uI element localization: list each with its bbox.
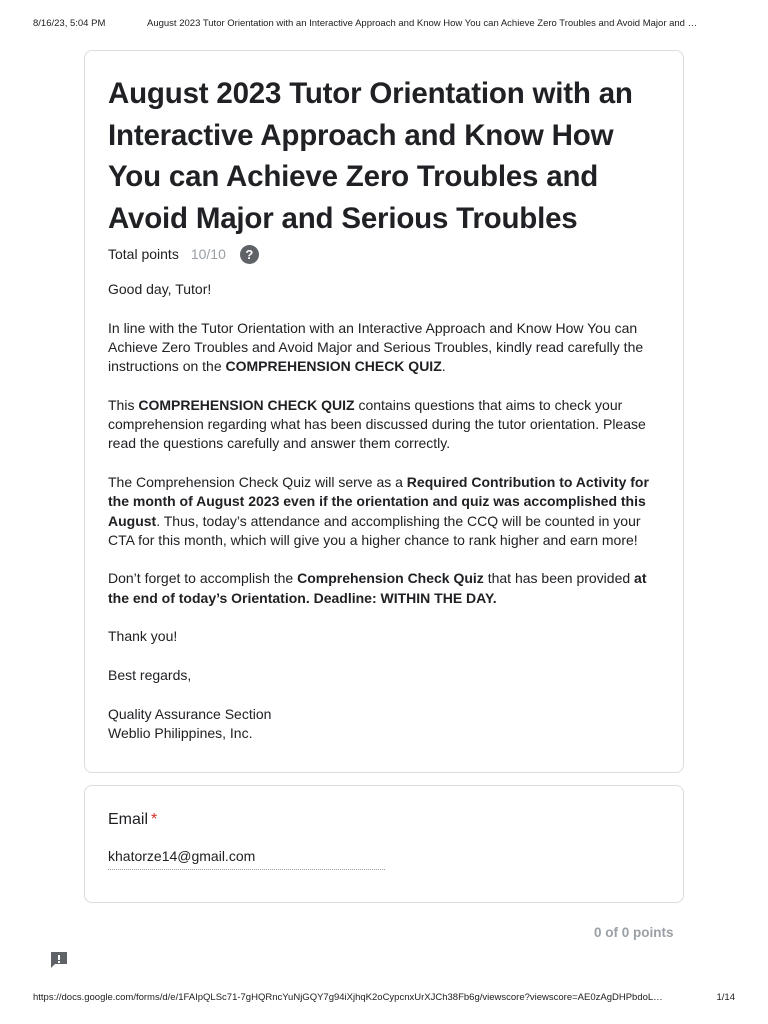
form-title: August 2023 Tutor Orientation with an Interactive Approach and Know How You can Achieve Zero Troubles and Avoid Major and Serious Troubles [108, 77, 633, 235]
print-header [33, 18, 735, 32]
form-description [108, 280, 656, 743]
thanks-line: Thank you! [108, 628, 178, 645]
print-url: https://docs.google.com/forms/d/e/1FAIpQLSc71-7gHQRncYuNjGQY7g94iXjhqK2oCypcnxUrXJCh38Fb6g/viewscore?viewscore=AE0zAgDHPbdoL… [33, 992, 663, 1003]
description-paragraph-4: Don’t forget to accomplish the Comprehension Check Quiz that has been provided at the end of today’s Orientation. Deadline: WITHIN THE DAY. [108, 570, 647, 606]
print-footer [33, 992, 735, 1006]
total-points-row [108, 244, 259, 264]
print-page-title: August 2023 Tutor Orientation with an Interactive Approach and Know How You can Achieve Zero Troubles and Avoid Major and … [147, 18, 698, 29]
total-points-label: Total points [108, 246, 179, 262]
signature-line-1: Quality Assurance Section [108, 705, 272, 722]
description-paragraph-3: The Comprehension Check Quiz will serve as a Required Contribution to Activity for the month of August 2023 even if the orientation and quiz was accomplished this August. Thus, today’s attendance and accomplishing the CCQ will be counted in your CTA for this month, which will give you a higher chance to rank higher and earn more! [108, 473, 649, 548]
signature [108, 705, 656, 744]
email-field[interactable]: khatorze14@gmail.com [108, 848, 385, 870]
signature-line-2: Weblio Philippines, Inc. [108, 724, 253, 741]
required-marker: * [151, 811, 158, 828]
regards-line: Best regards, [108, 666, 192, 683]
email-label: Email * [108, 811, 158, 828]
score-summary: 0 of 0 points [594, 925, 674, 940]
form-header-card [84, 50, 684, 773]
feedback-icon[interactable] [49, 950, 69, 970]
email-question-card [84, 785, 684, 903]
greeting: Good day, Tutor! [108, 281, 212, 297]
help-icon[interactable]: ? [240, 245, 259, 264]
total-points-value: 10/10 [190, 246, 226, 262]
description-paragraph-2: This COMPREHENSION CHECK QUIZ contains questions that aims to check your comprehension regarding what has been discussed during the tutor orientation. Please read the questions carefully and answer them correctly. [108, 396, 646, 452]
print-page-number: 1/14 [716, 992, 735, 1003]
print-datetime: 8/16/23, 5:04 PM [33, 18, 106, 29]
description-paragraph-1: In line with the Tutor Orientation with an Interactive Approach and Know How You can Achieve Zero Troubles and Avoid Major and Serious Troubles, kindly read carefully the instructions on the COMPREHENSION CHECK QUIZ. [108, 319, 644, 375]
